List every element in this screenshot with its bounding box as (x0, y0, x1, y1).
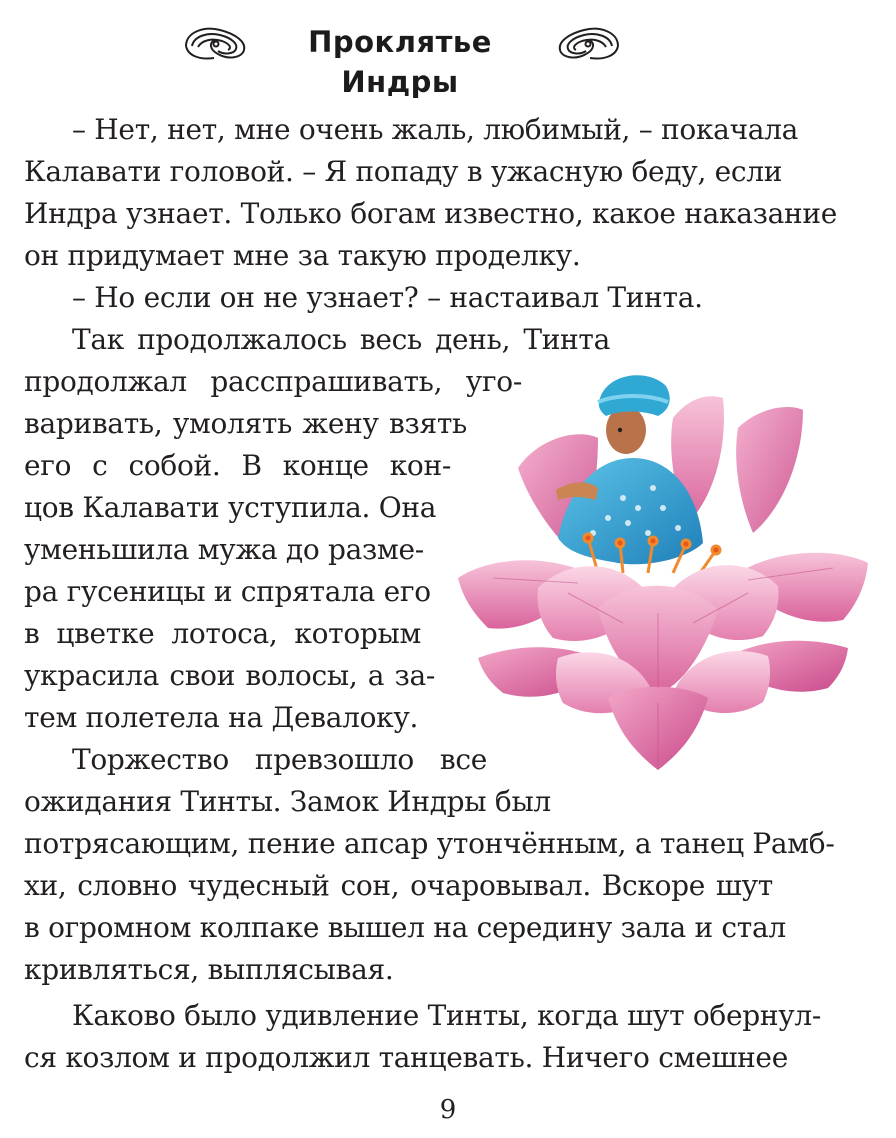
text-line: Каково было удивление Тинты, когда шут обернул- (72, 999, 822, 1032)
text-line: кривляться, выплясывая. (24, 953, 394, 986)
text-line: ся козлом и продолжил танцевать. Ничего смешнее (24, 1041, 788, 1074)
running-header (0, 14, 896, 99)
text-line: его с собой. В конце кон- (24, 449, 451, 482)
text-line: уменьшила мужа до разме- (24, 533, 424, 566)
text-line: Так продолжалось весь день, Тинта (72, 323, 610, 356)
paisley-ornament-icon (178, 20, 252, 64)
text-line: цов Калавати уступила. Она (24, 491, 437, 524)
paisley-ornament-icon (552, 20, 626, 64)
page-number: 9 (439, 1095, 457, 1125)
lotus-with-figure-icon (448, 358, 878, 790)
text-line: в огромном колпаке вышел на середину зала и стал (24, 911, 786, 944)
text-line: варивать, умолять жену взять (24, 407, 467, 440)
text-line: ра гусеницы и спрятала его (24, 575, 431, 608)
text-line: Торжество превзошло все (72, 743, 487, 776)
text-line: Индра узнает. Только богам известно, какое наказание (24, 197, 837, 230)
text-line: в цветке лотоса, которым (24, 617, 421, 650)
text-line: тем полетела на Девалоку. (24, 701, 419, 734)
text-line: продолжал расспрашивать, уго- (24, 365, 522, 398)
text-line: ожидания Тинты. Замок Индры был (24, 785, 551, 818)
header-title: Проклятье Индры (308, 25, 492, 99)
text-line: потрясающим, пение апсар утончённым, а танец Рамб- (24, 827, 835, 860)
text-line: он придумает мне за такую проделку. (24, 239, 581, 272)
text-line: украсила свои волосы, а за- (24, 659, 435, 692)
text-line: – Нет, нет, мне очень жаль, любимый, – покачала (72, 113, 799, 146)
text-line: хи, словно чудесный сон, очаровывал. Вскоре шут (24, 869, 773, 902)
text-line: Калавати головой. – Я попаду в ужасную беду, если (24, 155, 783, 188)
text-line: – Но если он не узнает? – настаивал Тинта. (72, 281, 703, 314)
